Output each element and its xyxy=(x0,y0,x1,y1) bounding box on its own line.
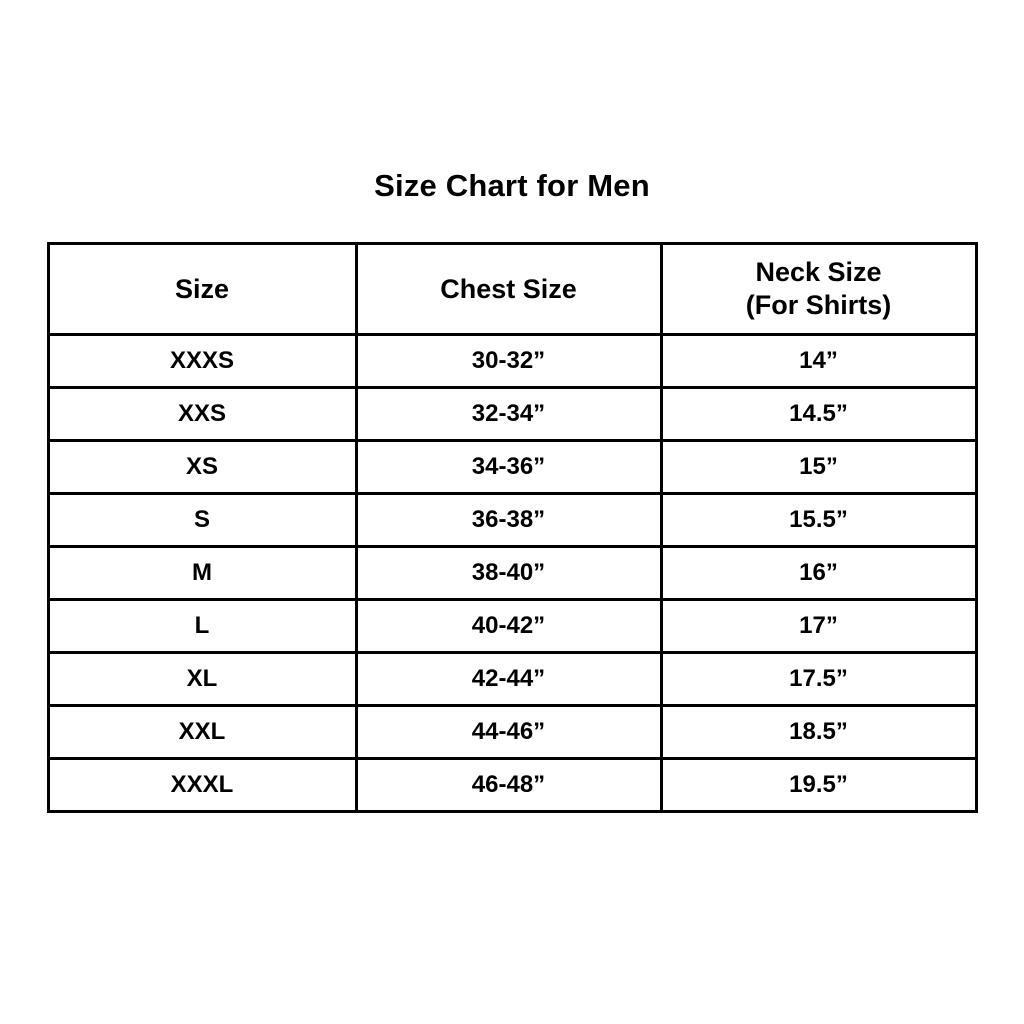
col-header-neck xyxy=(661,244,976,335)
chest-cell: 34-36” xyxy=(356,441,661,494)
col-header-neck-line1: Neck Size xyxy=(755,257,882,287)
size-cell: XXXL xyxy=(48,759,356,812)
table-row xyxy=(48,547,976,600)
header-row xyxy=(48,244,976,335)
col-header-chest: Chest Size xyxy=(356,244,661,335)
chest-cell: 44-46” xyxy=(356,706,661,759)
table-row xyxy=(48,600,976,653)
page-title: Size Chart for Men xyxy=(374,168,650,203)
table-row xyxy=(48,388,976,441)
size-cell: XS xyxy=(48,441,356,494)
neck-cell: 18.5” xyxy=(661,706,976,759)
table-header xyxy=(48,244,976,335)
table-row xyxy=(48,759,976,812)
chest-cell: 30-32” xyxy=(356,335,661,388)
chest-cell: 38-40” xyxy=(356,547,661,600)
neck-cell: 14.5” xyxy=(661,388,976,441)
table-row xyxy=(48,494,976,547)
neck-cell: 17.5” xyxy=(661,653,976,706)
chest-cell: 42-44” xyxy=(356,653,661,706)
neck-cell: 16” xyxy=(661,547,976,600)
size-cell: XXL xyxy=(48,706,356,759)
col-header-size: Size xyxy=(48,244,356,335)
size-cell: XL xyxy=(48,653,356,706)
chest-cell: 36-38” xyxy=(356,494,661,547)
neck-cell: 17” xyxy=(661,600,976,653)
table-row xyxy=(48,706,976,759)
size-cell: XXS xyxy=(48,388,356,441)
neck-cell: 15” xyxy=(661,441,976,494)
col-header-neck-line2: (For Shirts) xyxy=(745,290,892,320)
size-chart-table xyxy=(47,242,978,813)
size-cell: S xyxy=(48,494,356,547)
size-cell: XXXS xyxy=(48,335,356,388)
table-row xyxy=(48,441,976,494)
chest-cell: 46-48” xyxy=(356,759,661,812)
size-cell: M xyxy=(48,547,356,600)
table-row xyxy=(48,653,976,706)
table-body xyxy=(48,335,976,812)
neck-cell: 19.5” xyxy=(661,759,976,812)
size-cell: L xyxy=(48,600,356,653)
chest-cell: 40-42” xyxy=(356,600,661,653)
neck-cell: 15.5” xyxy=(661,494,976,547)
chest-cell: 32-34” xyxy=(356,388,661,441)
neck-cell: 14” xyxy=(661,335,976,388)
table-row xyxy=(48,335,976,388)
